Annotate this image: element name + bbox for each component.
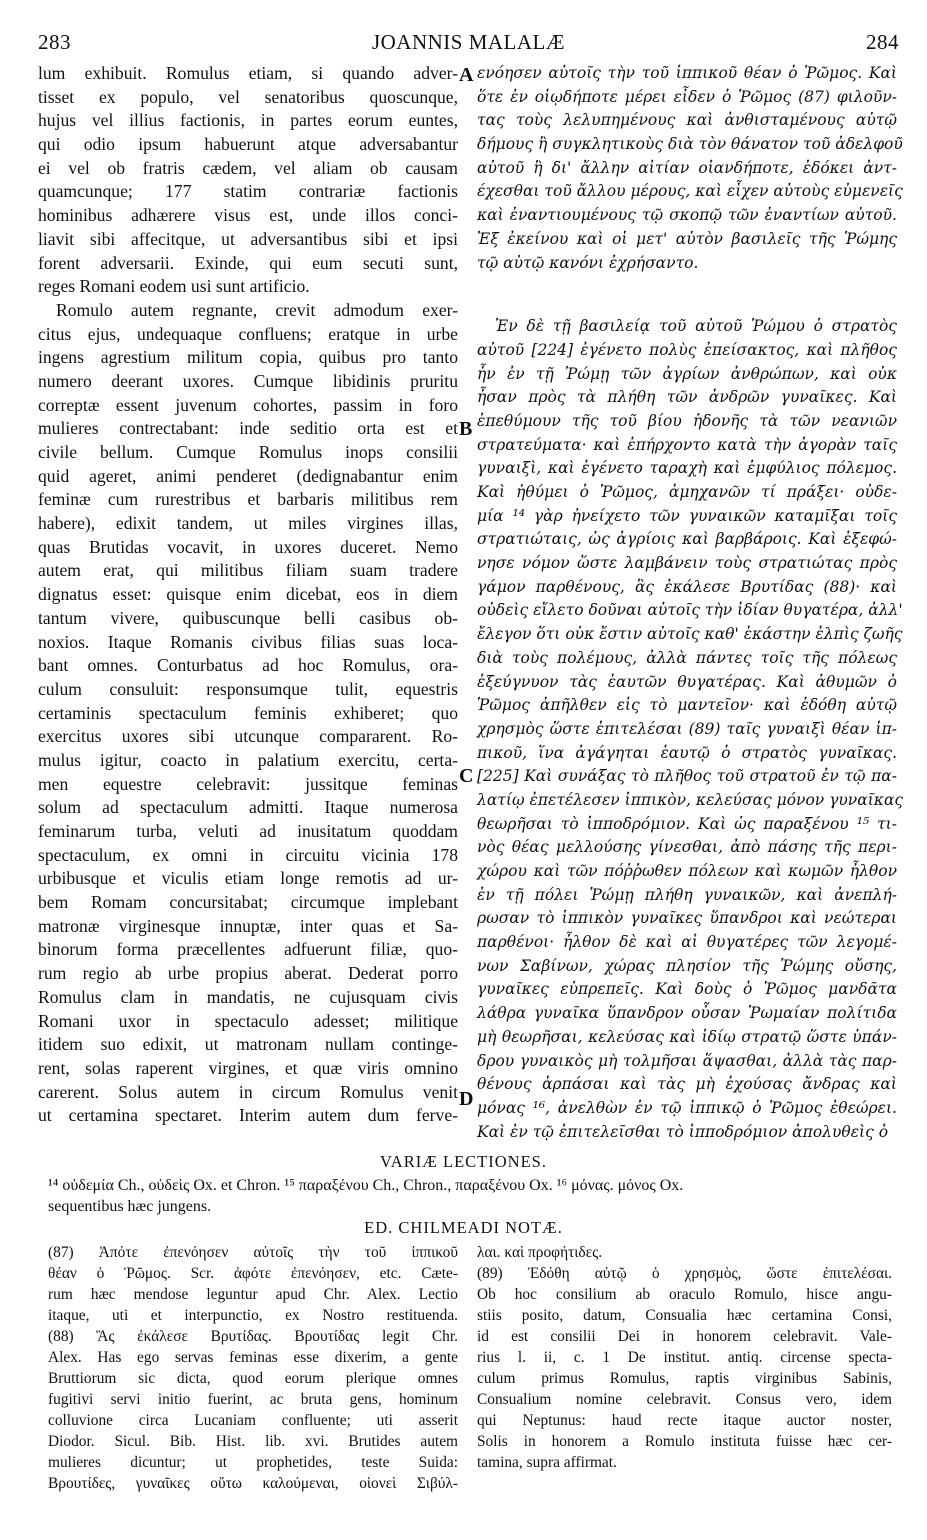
latin-line: dignatus esset: quisque enim dicebat, eos in diem — [38, 584, 458, 605]
running-header — [38, 30, 899, 58]
greek-line: αὐτοῦ [224] ἐγένετο πολὺς ἐπείσακτος, καὶ πλῆθος — [477, 340, 897, 359]
latin-line: qui odio ipsum habuerunt atque adversabantur — [38, 134, 458, 155]
greek-line: τας τοὺς λελυπημένους καὶ ἀνθισταμένους αὐτῷ — [477, 111, 897, 130]
latin-line: solum ad spectaculum admitti. Itaque numerosa — [38, 797, 458, 818]
latin-line: ei vel ob fratris cædem, vel aliam ob causam — [38, 157, 458, 178]
latin-line: feminæ cum rurestribus et barbaris militibus rem — [38, 489, 458, 510]
latin-line: tisset ex populo, vel senatoribus quoscunque, — [38, 86, 458, 107]
greek-line: Ῥῶμος ἀπῆλθεν εἰς τὸ μαντεῖον· καὶ ἐδόθη αὐτῷ — [477, 696, 897, 715]
note-line: rius l. ii, c. 1 De institut. antiq. circense specta- — [477, 1349, 892, 1366]
running-title: JOANNIS MALALÆ — [371, 30, 566, 54]
note-line: Consualium nomine celebravit. Consus vero, idem — [477, 1391, 892, 1408]
note-line: Alex. Has ego servas feminas esse dixerim, a gente — [48, 1349, 458, 1366]
latin-line: matronæ virginesque innuptæ, inter quas et Sa- — [38, 915, 458, 936]
greek-line: θένους ἁρπάσαι καὶ τὰς μὴ ἐχούσας ἄνδρας καὶ — [477, 1075, 897, 1094]
greek-line: ἐπεθύμουν τῆς τοῦ βίου ἡδονῆς τὰ τῶν νεανιῶν — [477, 411, 897, 430]
note-line: (87) Ἀπότε ἐπενόησεν αὐτοῖς τὴν τοῦ ἱππικοῦ — [48, 1244, 458, 1261]
greek-line: γυναιξὶ, καὶ ἐγένετο ταραχὴ καὶ ἐμφύλιος πόλεμος. — [477, 459, 897, 478]
greek-line: καὶ ἐναντιουμένους τῷ σκοπῷ τῶν ἐναντίων αὐτοῦ. — [477, 206, 897, 225]
greek-line: ρωσαν τὸ ἱππικὸν γυναῖκες ὕπανδροι καὶ νεώτεραι — [477, 909, 897, 928]
greek-line: ἦσαν πρὸς τὰ πλήθη τῶν ἀνδρῶν γυναῖκες. Καὶ — [477, 388, 897, 407]
note-line: mulieres dicuntur; ut prophetides, teste Suida: — [48, 1454, 458, 1471]
latin-line: correptæ essent juvenum cohortes, passim in foro — [38, 394, 458, 415]
greek-line: θεωρῆσαι τὸ ἱπποδρόμιον. Καὶ ὡς παραξένου ¹⁵ τι- — [477, 814, 897, 833]
note-line: tamina, supra affirmat. — [477, 1454, 617, 1471]
latin-line: urbibusque et viculis etiam longe remotis ad ur- — [38, 868, 458, 889]
latin-line: Romulo autem regnante, crevit admodum exer- — [56, 299, 458, 320]
latin-line: quid ageret, animi penderet (dedignabantur enim — [38, 465, 458, 486]
greek-line: Καὶ ἐν τῷ ἐπιτελεῖσθαι τὸ ἱπποδρόμιον ἀπολυθεὶς ὁ — [477, 1122, 889, 1141]
greek-line: Καὶ ἠθύμει ὁ Ῥῶμος, ἀμηχανῶν τί πράξει· οὐδε- — [477, 483, 897, 501]
greek-line: δρου γυναικὸς μὴ τολμῆσαι ἅψασθαι, ἀλλὰ τὰς παρ- — [477, 1051, 897, 1070]
greek-line: ἐν τῇ πόλει Ῥώμῃ πλήθη γυναικῶν, καὶ ἀνεπλή- — [477, 885, 897, 904]
margin-letter-d: D — [459, 1088, 474, 1110]
greek-line: ἔλεγον ὅτι οὐκ ἔστιν αὐτοῖς καθ' ἑκάστην ἐλπὶς ζωῆς — [477, 625, 903, 644]
greek-line: λατίῳ ἐπετέλεσεν ἱππικὸν, κελεύσας μόνον γυναῖκας — [477, 790, 904, 809]
latin-line: forent adversarii. Exinde, qui eum secuti sunt, — [38, 252, 458, 273]
note-line: culum primus Romulus, raptis virginibus Sabinis, — [477, 1370, 892, 1387]
greek-line: [225] Καὶ συνάξας τὸ πλῆθος τοῦ στρατοῦ ἐν τῷ πα- — [477, 767, 897, 786]
latin-line: exercitus uxores sibi utcunque compararent. Ro- — [38, 726, 458, 747]
latin-line: rum regio ab urbe propius aberat. Dederat porro — [38, 963, 458, 984]
latin-line: ut certamina spectaret. Interim autem dum ferve- — [38, 1105, 458, 1126]
note-line: Βρουτίδες, γυναῖκες οὕτω καλούμεναι, οἱονεὶ Σιβύλ- — [48, 1475, 458, 1492]
greek-line: ενόησεν αὐτοῖς τὴν τοῦ ἱππικοῦ θέαν ὁ Ῥῶμος. Καὶ — [477, 64, 897, 82]
latin-line: civile bellum. Cumque Romulus inops consilii — [38, 442, 458, 462]
greek-line: δήμους ἢ συγκλητικοὺς διὰ τὸν θάνατον τοῦ ἀδελφοῦ — [477, 135, 903, 154]
margin-letter-c: C — [459, 765, 474, 787]
note-line: Bruttiorum sic dicta, quod eorum plerique omnes — [48, 1370, 458, 1387]
greek-line: στρατιώταις, ὡς ἀγρίοις καὶ βαρβάροις. Καὶ ἐξεφώ- — [477, 530, 897, 549]
latin-line: noxios. Itaque Romanis civibus filias suas loca- — [38, 631, 458, 652]
greek-line: ὅτε ἐν οἱῳδήποτε μέρει εἶδεν ὁ Ῥῶμος (87) φιλοῦν- — [477, 87, 897, 106]
greek-line: πικοῦ, ἵνα ἀγάγηται ἑαυτῷ ὁ στρατὸς γυναῖκας. — [477, 743, 897, 762]
greek-line: μόνας ¹⁶, ἀνελθὼν ἐν τῷ ἱππικῷ ὁ Ῥῶμος ἐθεώρει. — [477, 1098, 897, 1117]
latin-line: tantum vivere, quibuscunque belli casibus ob- — [38, 607, 458, 628]
margin-letter-b: B — [459, 418, 473, 440]
greek-line: οὐδεὶς εἴλετο δοῦναι αὐτοῖς τὴν ἰδίαν θυγατέρα, ἀλλ' — [477, 601, 903, 620]
margin-letter-a: A — [459, 64, 474, 86]
notes-title: ED. CHILMEADI NOTÆ. — [364, 1218, 563, 1237]
greek-line: διὰ τοὺς πολέμους, ἀλλὰ πάντες τοῖς τῆς πόλεως — [477, 648, 897, 667]
variae-lectiones-title: VARIÆ LECTIONES. — [380, 1152, 547, 1171]
latin-line: numero deerant uxores. Cumque libidinis pruritu — [38, 370, 458, 391]
latin-line: quas Brutidas vocavit, in uxores duceret. Nemo — [38, 536, 458, 557]
greek-line: στρατεύματα· καὶ ἐπήρχοντο κατὰ τὴν ἀγορὰν ταῖς — [477, 435, 897, 454]
greek-line: χώρου καὶ τῶν πόῤῥωθεν πόλεων καὶ κωμῶν ἦλθον — [477, 862, 897, 880]
latin-line: carerent. Solus autem in circum Romulus venit — [38, 1081, 458, 1102]
latin-line: mulus igitur, coacto in palatium exercitu, certa- — [38, 749, 458, 770]
note-line: id est consilii Dei in honorem celebravit. Vale- — [477, 1328, 892, 1345]
latin-line: certaminis spectaculum feminis exhiberet; quo — [38, 702, 458, 723]
note-line: (89) Ἐδόθη αὐτῷ ὁ χρησμὸς, ὥστε ἐπιτελέσαι. — [477, 1265, 892, 1282]
latin-line: men equestre celebravit: jussitque feminas — [38, 773, 458, 794]
greek-line: Ἐν δὲ τῇ βασιλείᾳ τοῦ αὐτοῦ Ῥώμου ὁ στρατὸς — [495, 317, 897, 336]
greek-line: έχεσθαι τοῦ ἄλλου μέρους, καὶ εἶχεν αὐτοὺς εὐμενεῖς — [477, 182, 903, 201]
latin-line: citus ejus, undequaque confluens; eratque in urbe — [38, 323, 458, 344]
greek-line: Ἐξ ἐκείνου καὶ οἱ μετ' αὐτὸν βασιλεῖς τῆς Ῥώμης — [477, 229, 897, 248]
latin-line: spectaculum, ex omni in circuitu vicinia 178 — [38, 844, 458, 865]
greek-line: νὸς θέας μελλούσης γίνεσθαι, ἀπὸ πάσης τῆς περι- — [477, 838, 897, 857]
latin-line: bem Romam concursitabat; circumque implebant — [38, 892, 458, 913]
greek-line: μία ¹⁴ γὰρ ἠνείχετο τῶν γυναικῶν καταμῖξαι τοῖς — [477, 506, 897, 525]
greek-line: γάμον παρθένους, ἃς ἐκάλεσε Βρυτίδας (88)· καὶ — [477, 577, 897, 596]
notes-left-column — [48, 1242, 458, 1494]
note-line: colluvione circa Lucaniam confluente; uti asserit — [48, 1412, 458, 1429]
note-line: stiis posito, datum, Consualia hæc certamina Consi, — [477, 1307, 892, 1324]
greek-line: παρθένοι· ἦλθον δὲ καὶ αἱ θυγατέρες τῶν λεγομέ- — [477, 933, 897, 952]
note-line: λαι. καὶ προφήτιδες. — [477, 1244, 603, 1261]
note-line: fugitivi servi initio fuerint, ac bruta gens, hominum — [48, 1391, 458, 1408]
latin-line: reges Romani eodem usi sunt artificio. — [38, 276, 310, 297]
greek-line: αὐτοῦ ἢ δι' ἄλλην αἰτίαν οἱανδήποτε, ἐδόκει ἀντ- — [477, 158, 897, 177]
latin-line: autem erat, qui militibus filiam suam tradere — [38, 560, 458, 581]
notes-right-column — [477, 1242, 892, 1473]
latin-line: mulieres contrectabant: inde seditio orta est et — [38, 418, 458, 439]
latin-line: lum exhibuit. Romulus etiam, si quando adver- — [38, 63, 458, 83]
latin-line: ingens agrestium militum copia, quibus pro tanto — [38, 347, 458, 368]
latin-line: itidem suo edixit, ut matronam nullam continge- — [38, 1034, 458, 1055]
latin-line: quamcunque; 177 statim contrariæ factionis — [38, 181, 458, 202]
greek-line: ἦν ἐν τῇ Ῥώμῃ τῶν ἀγρίων ἀνθρώπων, καὶ οὐκ — [477, 364, 897, 383]
greek-line: νησε νόμον ὥστε λαμβάνειν τοὺς στρατιώτας πρὸς — [477, 554, 897, 573]
greek-column — [477, 62, 904, 1144]
latin-line: hominibus adhærere visus est, unde illos conci- — [38, 205, 458, 226]
greek-line: λάθρα γυναῖκα ὕπανδρον οὖσαν Ῥωμαίαν πολίτιδα — [477, 1004, 897, 1023]
greek-line: γυναῖκες εὐπρεπεῖς. Καὶ δοὺς ὁ Ῥῶμος μανδᾶτα — [477, 980, 897, 999]
greek-line: ἐξεύγνυον τὰς ἑαυτῶν θυγατέρας. Καὶ ἀθυμῶν ὁ — [477, 672, 897, 691]
greek-line: μὴ θεωρῆσαι, κελεύσας καὶ ἰδίῳ στρατῷ ὥστε ὑπάν- — [477, 1027, 897, 1046]
greek-line: τῷ αὐτῷ κανόνι ἐχρήσαντο. — [477, 253, 699, 272]
latin-line: habere), edixit tandem, ut miles virgines illas, — [38, 513, 458, 534]
latin-line: hujus vel illius factionis, in partes eorum euntes, — [38, 110, 458, 131]
variae-line: sequentibus hæc jungens. — [48, 1198, 212, 1215]
latin-line: rent, solas raperent virgines, et quæ viris omnino — [38, 1057, 458, 1078]
note-line: Solis in honorem a Romulo instituta fuisse hæc cer- — [477, 1433, 892, 1450]
note-line: qui Neptunus: haud recte itaque auctor noster, — [477, 1412, 892, 1429]
note-line: (88) Ἃς ἐκάλεσε Βρυτίδας. Βρουτίδας legit Chr. — [48, 1328, 458, 1345]
variae-lectiones — [48, 1175, 898, 1196]
paragraph-gap — [477, 275, 897, 315]
note-line: θέαν ὁ Ῥῶμος. Scr. ἀφότε ἐπενόησεν, etc. Cæte- — [48, 1265, 458, 1282]
note-line: Diodor. Sicul. Bib. Hist. lib. xvi. Brutides autem — [48, 1433, 458, 1450]
latin-line: bant omnes. Conturbatus ad hoc Romulus, ora- — [38, 655, 458, 676]
latin-line: Romulus clam in mandatis, ne cujusquam civis — [38, 986, 458, 1007]
greek-line: χρησμὸς ὥστε ἐπιτελέσαι (89) ταῖς γυναιξὶ θέαν ἱπ- — [477, 719, 897, 738]
variae-line: ¹⁴ οὐδεμία Ch., οὐδεὶς Ox. et Chron. ¹⁵ παραξένου Ch., Chron., παραξένου Ox. ¹⁶ μόνας. μόνος Ox. — [48, 1177, 684, 1194]
latin-column — [38, 62, 458, 1128]
page-number-left: 283 — [38, 30, 71, 54]
latin-line: Romani uxor in spectaculo adesset; militique — [38, 1010, 458, 1031]
note-line: rum hæc mendose leguntur apud Chr. Alex. Lectio — [48, 1286, 458, 1303]
greek-line: νων Σαβίνων, χώρας πλησίον τῆς Ῥώμης οὔσης, — [477, 956, 897, 975]
note-line: itaque, uti et interpunctio, ex Nostro restituenda. — [48, 1307, 458, 1324]
note-line: Ob hoc consilium ab oraculo Romulo, hisce angu- — [477, 1286, 892, 1303]
latin-line: culum consuluit: responsumque tulit, equestris — [38, 678, 458, 699]
latin-line: binorum forma præcellentes adfuerunt filiæ, quo- — [38, 939, 458, 960]
latin-line: feminarum turba, veluti ad inusitatum quoddam — [38, 821, 458, 841]
latin-line: liavit sibi affecitque, ut adversantibus sibi et ipsi — [38, 228, 458, 249]
page-number-right: 284 — [866, 30, 899, 54]
variae-lectiones-cont — [48, 1196, 898, 1217]
